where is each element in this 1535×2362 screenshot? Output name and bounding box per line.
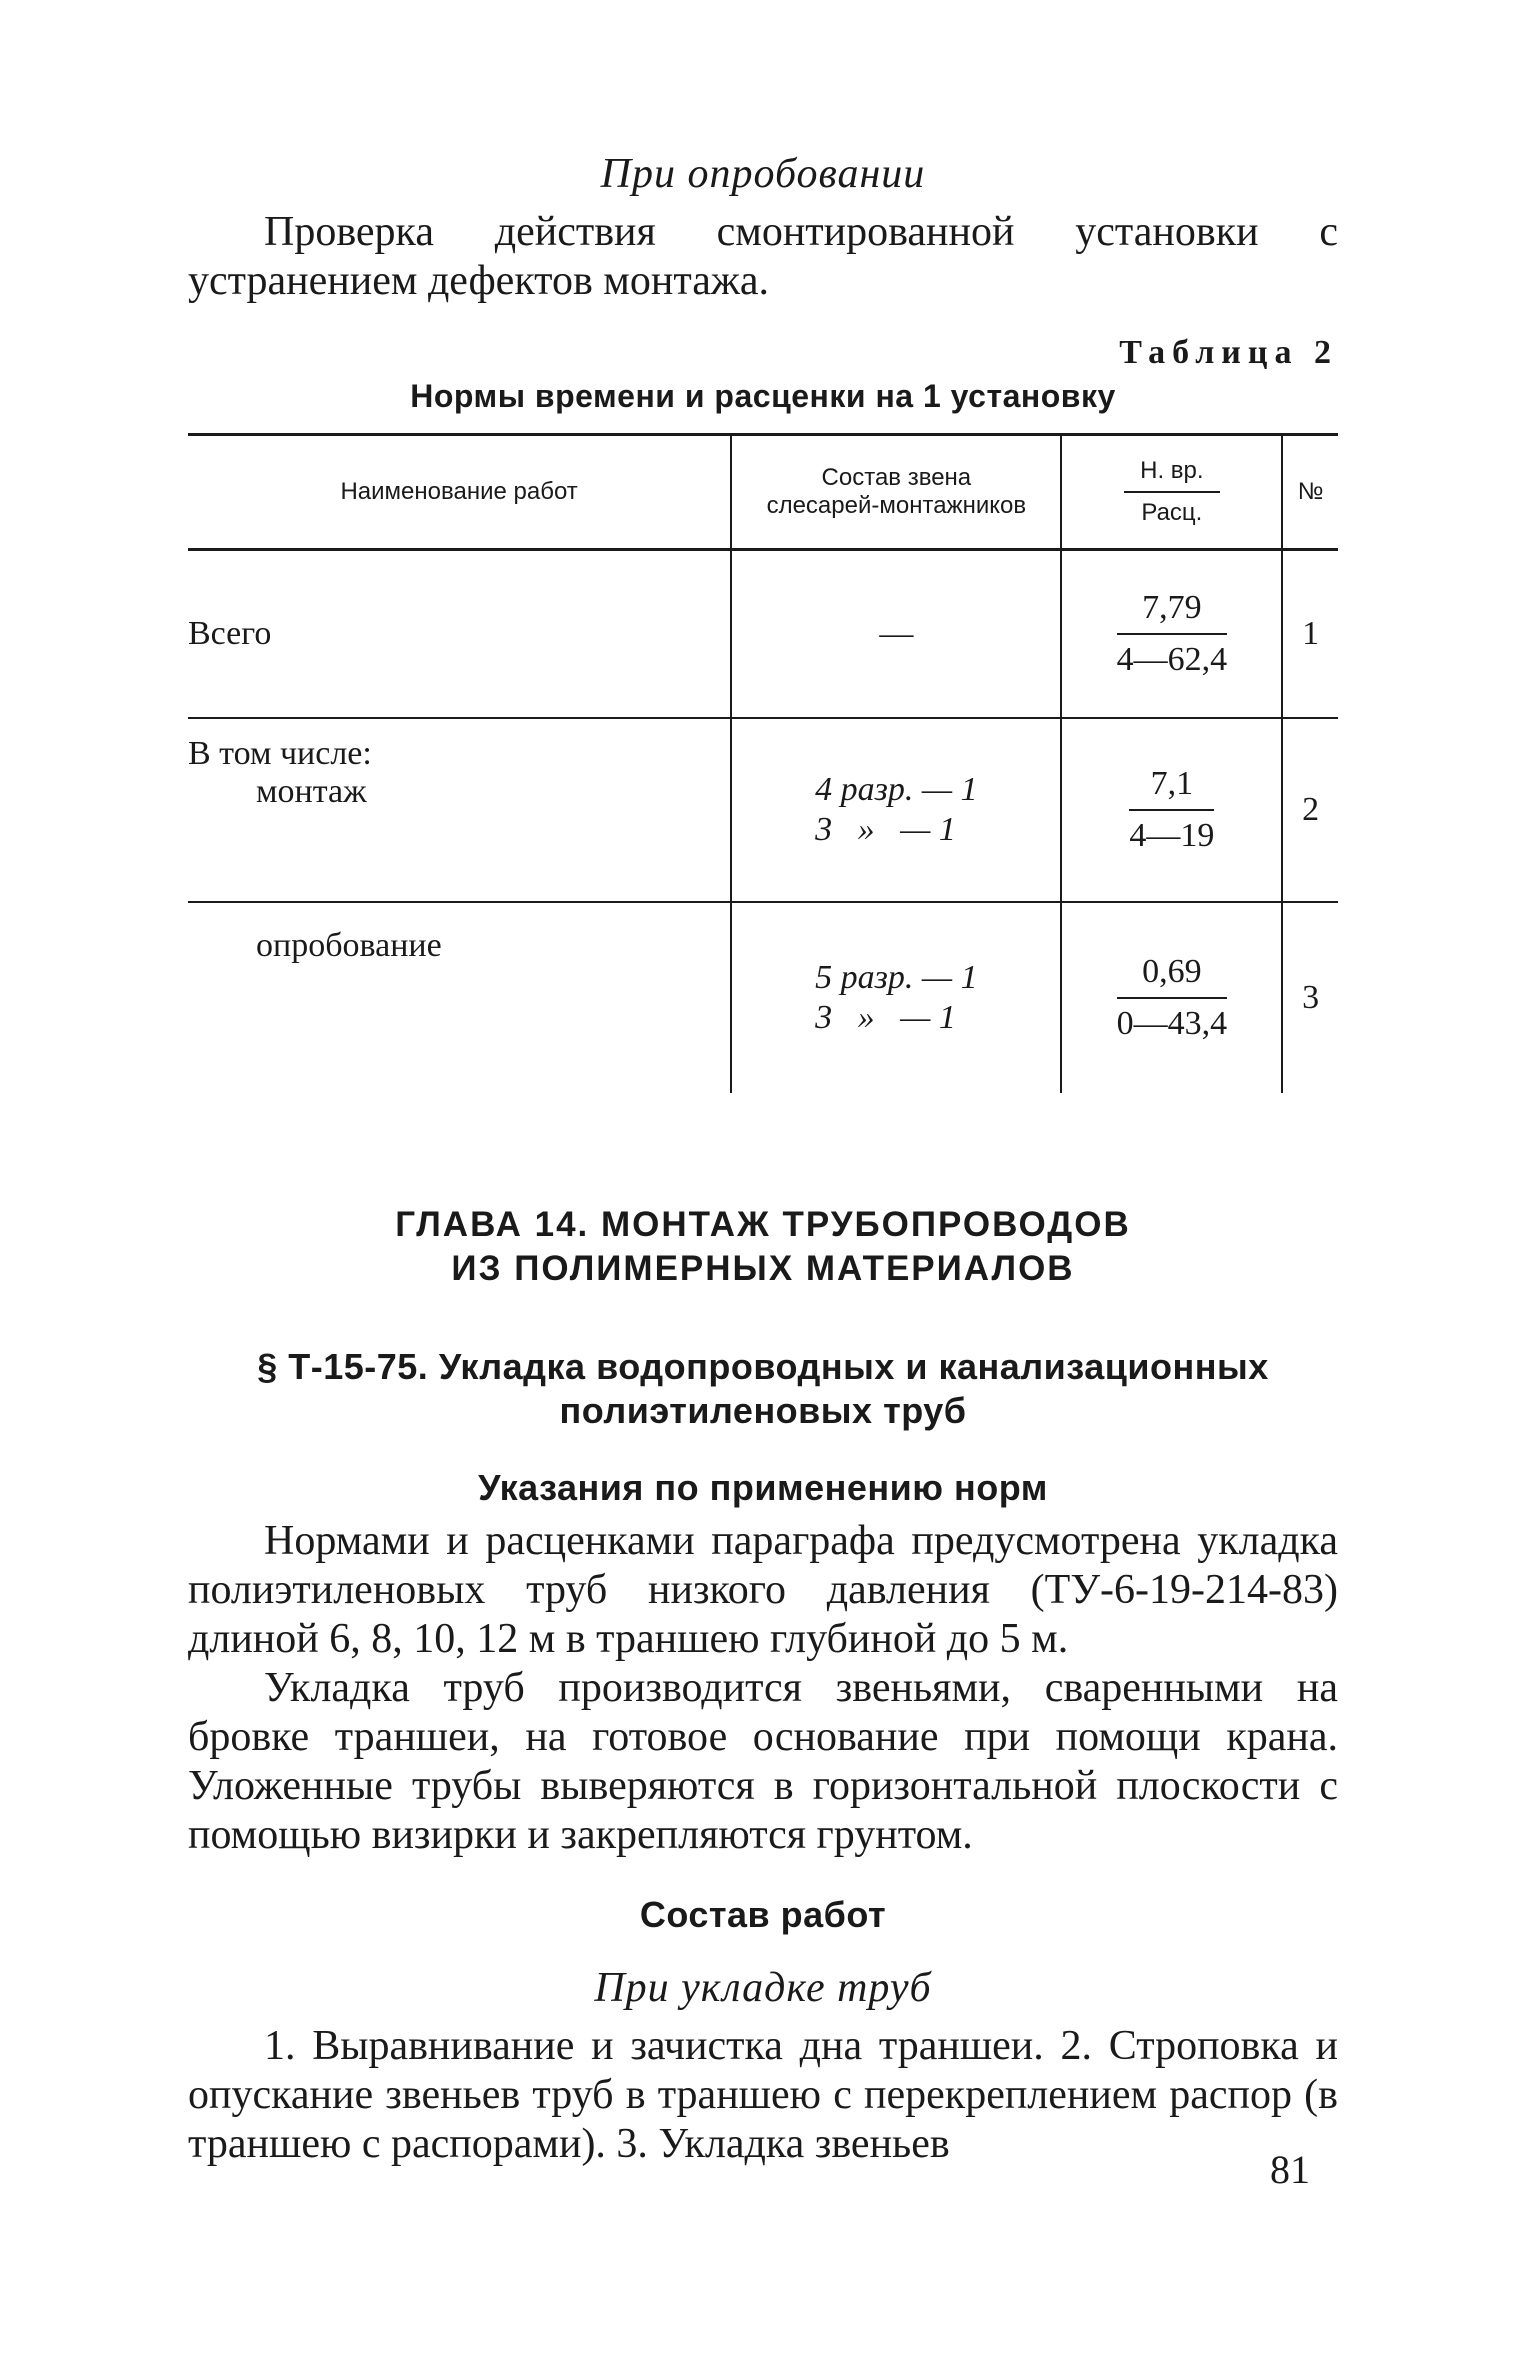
table-row — [188, 550, 1338, 719]
guidance-paragraph-2: Укладка труб производится звеньями, сваренными на бровке траншеи, на готовое основание при помощи крана. Уложенные трубы выверяются в горизонтальной плоскости с помощью визирки и закрепляются грунтом. — [188, 1665, 1338, 1858]
row-crew: — — [731, 550, 1061, 719]
header-number: № — [1282, 435, 1338, 550]
subheading-testing: При опробовании — [600, 151, 926, 197]
table-row — [188, 718, 1338, 902]
row-label: В том числе: монтаж — [188, 718, 731, 902]
row-crew: 4 разр. — 1 3 » — 1 — [731, 718, 1061, 902]
page-number: 81 — [1270, 2147, 1310, 2192]
header-norm: $\frac{Н. вр.}{\text{Расц.}}$ — [1061, 435, 1282, 550]
guidance-heading: Указания по применению норм — [478, 1467, 1048, 1508]
guidance-paragraph-1: Нормами и расценками параграфа предусмотрена укладка полиэтиленовых труб низкого давления (ТУ-6-19-214-83) длиной 6, 8, 10, 12 м в траншею глубиной до 5 м. — [188, 1518, 1338, 1662]
row-norm: $\frac{7,1}{4—19}$ — [1061, 718, 1282, 902]
table-header-row — [188, 435, 1338, 550]
row-number: 2 — [1282, 718, 1338, 902]
works-heading: Состав работ — [639, 1894, 887, 1935]
page-content — [188, 150, 1338, 2169]
works-paragraph: 1. Выравнивание и зачистка дна траншеи. 2. Строповка и опускание звеньев труб в траншею с перекреплением распор (в траншею с распорами). 3. Укладка звеньев — [188, 2023, 1338, 2167]
row-label: опробование — [256, 927, 442, 964]
row-number: 3 — [1302, 979, 1320, 1016]
chapter-heading: ГЛАВА 14. МОНТАЖ ТРУБОПРОВОДОВ ИЗ ПОЛИМЕРНЫХ МАТЕРИАЛОВ — [395, 1205, 1131, 1288]
works-subheading: При укладке труб — [594, 1965, 932, 2011]
row-crew: 5 разр. — 1 3 » — 1 — [731, 902, 1061, 1093]
section-heading: § Т-15-75. Укладка водопроводных и канализационных полиэтиленовых труб — [257, 1346, 1269, 1431]
row-norm: $\frac{0,69}{0—43,4}$ — [1061, 902, 1282, 1093]
row-norm: $\frac{7,79}{4—62,4}$ — [1061, 550, 1282, 719]
row-number: 1 — [1282, 550, 1338, 719]
table-label: Таблица 2 — [1119, 334, 1338, 371]
header-work: Наименование работ — [188, 435, 731, 550]
testing-paragraph: Проверка действия смонтированной установки с устранением дефектов монтажа. — [188, 209, 1338, 304]
table-row — [188, 902, 1338, 1093]
row-label: Всего — [188, 550, 731, 719]
table-caption: Нормы времени и расценки на 1 установку — [410, 378, 1116, 414]
norms-table — [188, 433, 1338, 1093]
header-crew: Состав звена слесарей-монтажников — [731, 435, 1061, 550]
